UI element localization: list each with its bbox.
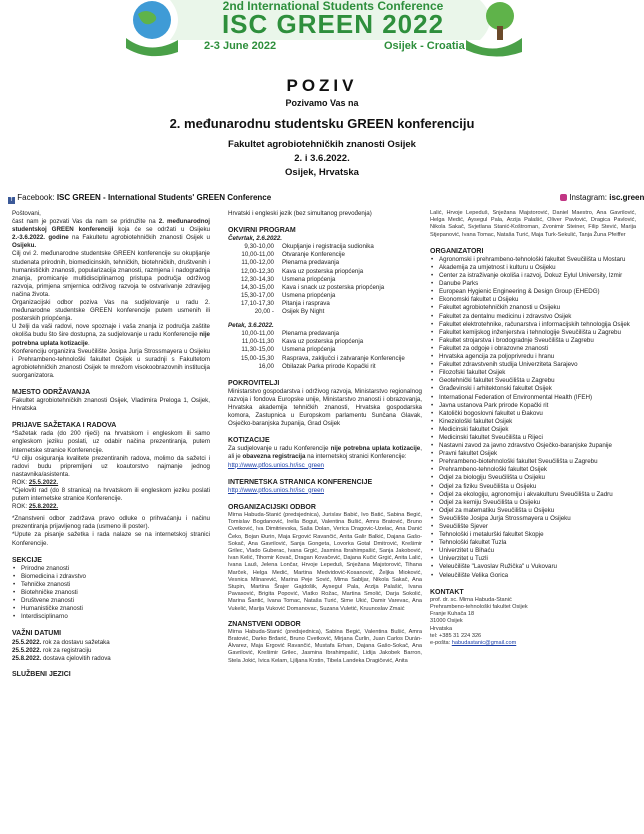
list-item: • Filozofski fakultet Osijek: [430, 369, 636, 377]
instagram-label: Instagram:: [569, 193, 608, 202]
table-row: 17,10-17,30 Pitanja i rasprava: [240, 299, 330, 307]
contact-line: prof. dr. sc. Mirna Habuda-Stanić: [430, 596, 512, 603]
contact-heading: KONTAKT: [430, 588, 464, 596]
list-item: • Prirodne znanosti: [12, 565, 210, 573]
list-item: • Javna ustanova Park prirode Kopački rit: [430, 402, 636, 410]
list-item: • Tehničke znanosti: [12, 581, 210, 589]
banner-place: Osijek - Croatia: [384, 40, 465, 52]
deadline-abstract: ROK: 25.5.2022.: [12, 478, 59, 486]
list-item: • Univerzitet u Bihaću: [430, 547, 636, 555]
intro-paragraph: čast nam je pozvati Vas da nam se pridružite na 2. međunarodnoj studentskoj GREEN konferenciji koja će se održati u Osijeku 2.-3.6.2022. godine na Fakultetu agrobiotehničkih znanosti Osijek u Osijeku.: [12, 218, 210, 250]
program-day2: Petak, 3.6.2022.: [228, 322, 274, 330]
list-item: • Danube Parks: [430, 280, 636, 288]
languages-text: Hrvatski i engleski jezik (bez simultanog prevođenja): [228, 210, 372, 217]
website-link[interactable]: http://www.ptfos.unios.hr/isc_green: [228, 486, 324, 494]
sections-list: [12, 565, 210, 622]
sponsors-heading: POKROVITELJI: [228, 379, 280, 387]
list-item: • Veleučilište "Lavoslav Ružička" u Vukovaru: [430, 563, 636, 571]
instagram-line[interactable]: [560, 193, 644, 202]
list-item: • Biomedicina i zdravstvo: [12, 573, 210, 581]
middle-column: [228, 210, 422, 665]
list-item: 25.8.2022. dostava cjelovitih radova: [12, 654, 111, 662]
list-item: • Prehrambeno-biotehnološki fakultet Sveučilišta u Zagrebu: [430, 458, 636, 466]
contact-line: tel: +385 31 224 326: [430, 632, 482, 639]
list-item: • Odjel za kemiju Sveučilišta u Osijeku: [430, 499, 636, 507]
application-quality: *U cilju osiguranja kvalitete prezentiranih radova, molimo da sažetci i radovi budu pripremljeni uz koautorstvo najmanje jednog nastavnika/asistenta.: [12, 454, 210, 478]
banner-date: 2-3 June 2022: [204, 40, 277, 52]
right-column: [430, 210, 636, 647]
table-row: 12,30-14,30 Usmena priopćenja: [240, 275, 336, 283]
list-item: • Prehrambeno-tehnološki fakultet Osijek: [430, 466, 636, 474]
contact-line: 31000 Osijek: [430, 618, 463, 625]
organizing-committee-heading: ORGANIZACIJSKI ODBOR: [228, 503, 316, 511]
table-row: 16,00 Obilazak Parka prirode Kopački rit: [258, 362, 376, 370]
scientific-committee-continued: Lalić, Hrvoje Lepeduš, Snježana Majstorović, Daniel Maestro, Ana Gavrilović, Helga Medić, Aysegul Pala, Arzija Palašić, Oliver Pavlović, Dragica Pavlović, Nikola Sakač, Svjetlana Stanić-Koštroman, Zvonimir Steiner, Filip Stević, Marija Stjepanović, Ivana Tomac, Nataša Turić, Maja Turk-Sekulić, Tanja Žuna Pfeiffer: [430, 210, 636, 238]
list-item: • International Federation of Environmental Health (IFEH): [430, 394, 636, 402]
welcome-paragraph: U želji da vaši radovi, nove spoznaje i vaša znanja iz područja zaštite okoliša budu što šire dostupna, za sudjelovanje u radu Konferencije nije potrebna uplata kotizacije.: [12, 323, 210, 347]
sections-heading: SEKCIJE: [12, 556, 42, 564]
greeting: Poštovani,: [12, 210, 41, 217]
organizing-committee-text: Mirna Habuda-Stanić (predsjednica), Jurislav Babić, Ivo Batić, Sabina Begić, Tomislav Bogdanović, Irella Bogut, Valentina Bušić, Amra Bratović, Bruno Cvetković, Iva Dimitrievska, Saša Dolan, Verica Dragovic-Uzelac, Ana Danić Čeko, Bojan Đurin, Maja Ergović Ravančić, Anita Galir Balkić, Dajana Gašo-Sokač, Ana Gavrilović, Sanja Gongeta, Lovorka Gotal Dmitrović, Krešimir Grilec, Vlado Guberac, Ivana Grgić, Jasmina Ibrahimpašić, Sanja Jakobović, Ivan Kelić, Tihomir Kovač, Dragan Kovačević, Dajana Kučić Grgić, Anita Lalić, Ivana Lauš, Jelena Lončar, Hrvoje Lepeduš, Snježana Majstorović, Tihana Marček, Helga Medić, Martina Medvidović-Kosanović, Željka Mioković, Vesnica Mlinarević, Marina Peje Sović, Mima Sabljar, Nikola Sakač, Ana Stupin, Martina Šrajer Gajdošik, Aysegul Pala, Arzija Palašić, Ivana Pavasović, Brigita Popović, Vlatko Rožac, Martina Smolić, Darja Sokolić, Marina Šantić, Ivana Tomac, Nataša Turić, Sime Ukić, Damir Varevac, Ana Vukelić, Marija Vuković Domanovac, Suzana Vuletić, Kruunoslav Zmaić: [228, 511, 422, 612]
website-heading: INTERNETSKA STRANICA KONFERENCIJE: [228, 478, 373, 486]
list-item: • Odjel za ekologiju, agronomiju i akvakulturu Sveučilišta u Zadru: [430, 491, 636, 499]
fees-text: Za sudjelovanje u radu Konferencije nije potrebna uplata kotizacije, ali je obavezna registracija na internetskoj stranici Konferencije:: [228, 445, 422, 461]
organizers-heading: ORGANIZATORI: [430, 247, 484, 255]
page-title: POZIV: [286, 76, 358, 95]
list-item: • Nastavni zavod za javno zdravstvo Osječko-baranjske županije: [430, 442, 636, 450]
hands-right-icon: [466, 38, 522, 57]
program-heading: OKVIRNI PROGRAM: [228, 227, 296, 235]
facebook-line[interactable]: [8, 193, 271, 204]
list-item: • Medicinski fakultet Osijek: [430, 426, 636, 434]
list-item: • Tehnološki fakultet Tuzla: [430, 539, 636, 547]
list-item: • Akademija za umjetnost i kulturu u Osijeku: [430, 264, 636, 272]
table-row: 11,00-11,30 Kava uz posterska priopćenja: [241, 338, 364, 346]
subtitle: Pozivamo Vas na: [285, 98, 359, 108]
conference-name: 2. međunarodnu studentsku GREEN konferenciju: [169, 116, 475, 131]
list-item: • Kineziološki fakultet Osijek: [430, 418, 636, 426]
application-committee: *Znanstveni odbor zadržava pravo odluke o prihvaćanju i načinu prezentiranja prijavljenog rada (usmeno ili poster).: [12, 515, 210, 531]
contact-line: Prehrambeno-tehnološki fakultet Osijek: [430, 603, 528, 610]
list-item: • Odjel za matematiku Sveučilišta u Osijeku: [430, 507, 636, 515]
facebook-name: ISC GREEN - International Students' GREEN Conference: [56, 193, 272, 202]
program-day2-list: [228, 330, 422, 370]
list-item: • Fakultet strojarstva i brodogradnje Sveučilišta u Zagrebu: [430, 337, 636, 345]
list-item: • Humanističke znanosti: [12, 605, 210, 613]
facebook-icon: f: [8, 197, 15, 204]
facebook-label: Facebook:: [17, 193, 55, 202]
conference-banner: [120, 0, 524, 62]
goal-paragraph: Cilj ovi 2. međunarodne studentske GREEN konferencije su okupljanje studenata prirodnih, biomedicinskih, tehničkih, biotehničkih, društvenih i humanističkih znanosti, popularizacija znanosti, razmjena i nadogradnja znanja, promicanje multidisciplinarnog pristupa područja održivog razvoja, primjena smjernica održivog razvoja te ostvarivanje zdravijeg načina života.: [12, 250, 210, 298]
list-item: • Fakultet za odgoje i obrazovne znanosti: [430, 345, 636, 353]
table-row: 11,00-12,00 Plenarna predavanja: [241, 259, 340, 267]
contact-line: Franje Kuhača 18: [430, 611, 475, 618]
applications-heading: PRIJAVE SAŽETAKA I RADOVA: [12, 422, 117, 430]
table-row: 9,30-10,00 Okupljanje i registracija sudionika: [244, 243, 374, 251]
list-item: • Veleučilište Velika Gorica: [430, 572, 636, 580]
list-item: • Fakultet za dentalnu medicinu i zdravstvo Osijek: [430, 313, 636, 321]
list-item: 25.5.2022. rok za dostavu sažetaka: [12, 638, 110, 646]
list-item: • Biotehničke znanosti: [12, 589, 210, 597]
list-item: • Fakultet elektrotehnike, računarstva i informacijskih tehnologija Osijek: [430, 321, 636, 329]
list-item: • Odjel za biologiju Sveučilišta u Osijeku: [430, 474, 636, 482]
table-row: 11,30-15,00 Usmena priopćenja: [241, 346, 336, 354]
list-item: • Geotehnički fakultet Sveučilišta u Zagrebu: [430, 377, 636, 385]
banner-line1: 2nd International Students Conference: [222, 0, 444, 13]
application-instructions: *Upute za pisanje sažetka i rada nalaze se na internetskoj stranici Konferencije.: [12, 531, 210, 547]
instagram-name: isc.green: [609, 193, 644, 202]
list-item: • Ekonomski fakultet u Osijeku: [430, 296, 636, 304]
list-item: • Fakultet zdravstvenih studija Univerziteta Sarajevo: [430, 361, 636, 369]
hands-left-icon: [126, 38, 178, 56]
dates-heading: VAŽNI DATUMI: [12, 630, 62, 638]
table-row: 10,00-11,00 Otvaranje Konferencije: [241, 251, 345, 259]
left-column: [12, 210, 210, 679]
venue-heading: MJESTO ODRŽAVANJA: [12, 388, 91, 396]
list-item: • Katolički bogoslovni fakultet u Đakovu: [430, 410, 636, 418]
list-item: • Društvene znanosti: [12, 597, 210, 605]
list-item: • Hrvatska agencija za poljoprivredu i hranu: [430, 353, 636, 361]
application-abstract: *Sažetak rada (do 200 riječi) na hrvatskom i engleskom ili samo engleskom jeziku poslati, uz odabir načina prezentiranja, putem internetske stranice Konferencije.: [12, 430, 210, 454]
list-item: • Fakultet kemijskog inženjerstva i tehnologije Sveučilišta u Zagrebu: [430, 329, 636, 337]
list-item: • Interdisciplinarno: [12, 613, 210, 621]
languages-heading: SLUŽBENI JEZICI: [12, 670, 71, 678]
list-item: • Građevinski i arhitektonski fakultet Osijek: [430, 385, 636, 393]
deadline-fullpaper: ROK: 25.8.2022.: [12, 503, 59, 511]
contact-line: Hrvatska: [430, 625, 453, 632]
program-day1: Četvrtak, 2.6.2022.: [228, 235, 283, 243]
fees-heading: KOTIZACIJE: [228, 437, 270, 445]
list-item: • Agronomski i prehrambeno-tehnološki fakultet Sveučilišta u Mostaru: [430, 256, 636, 264]
venue-text: Fakultet agrobiotehničkih znanosti Osijek, Vladimira Preloga 1, Osijek, Hrvatska: [12, 397, 210, 413]
program-day1-list: [228, 243, 422, 316]
invite-paragraph: Organizacijski odbor poziva Vas na sudjelovanje u radu 2. međunarodne studentske GREEN konferencije putem usmenih ili posterskih priopćenja.: [12, 299, 210, 323]
sponsors-text: Ministarstvo gospodarstva i održivog razvoja, Ministarstvo regionalnog razvoja i fondova Europske unije, Ministarstvo znanosti i obrazovanja, Hrvatska akademija tehničkih znanosti, Hrvatska gospodarska komora, Zastupnica u Europskom parlamentu Sunčana Glavak, Osječko-baranjska županija, Grad Osijek: [228, 387, 422, 428]
table-row: 20,00 - Osijek By Night: [254, 308, 325, 316]
list-item: • Univerzitet u Tuzli: [430, 555, 636, 563]
list-item: • Odjel za fiziku Sveučilišta u Osijeku: [430, 483, 636, 491]
list-item: • Tehnološki i metalurški fakultet Skopje: [430, 531, 636, 539]
table-row: 15,30-17,00 Usmena priopćenja: [240, 291, 336, 299]
organizer-paragraph: Konferenciju organizira Sveučilište Josipa Jurja Strossmayera u Osijeku i Prehrambeno-tehnološki fakultet Osijek u suradnji s Fakultetom agrobiotehničkih znanosti Osijek te mrežom visokoobrazovnih institucija suorganizatora.: [12, 347, 210, 379]
table-row: 14,30-15,00 Kava i snack uz posterska priopćenja: [240, 283, 385, 291]
contact-email-line: e-pošta: habudastanic@gmail.com: [430, 639, 517, 646]
list-item: • Sveučilište Josipa Jurja Strossmayera u Osijeku: [430, 515, 636, 523]
conference-dates: 2. i 3.6.2022.: [294, 153, 350, 164]
table-row: 12,00-12,30 Kava uz posterska priopćenja: [240, 267, 364, 275]
organizers-list: [430, 256, 636, 580]
list-item: • Fakultet agrobiotehničkih znanosti u Osijeku: [430, 304, 636, 312]
list-item: • Medicinski fakultet Sveučilišta u Rijeci: [430, 434, 636, 442]
table-row: 10,00-11,00 Plenarna predavanja: [241, 330, 340, 338]
tree-icon: [486, 2, 514, 30]
list-item: • Center za istraživanje okoliša i razvoj, Dokuz Eylul University, Izmir: [430, 272, 636, 280]
conference-city: Osijek, Hrvatska: [285, 167, 359, 178]
scientific-committee-text: Mirna Habuda-Stanić (predsjednica), Sabina Begić, Valentina Bušić, Amra Bratović, Darko Brđarić, Bruno Cvetković, Mirjana Čurlin, Juan Carlos Durán-Álvarez, Maja Ergović Ravančić, Mustafa Erhan, Dajana Gašo-Sokač, Ana Gavrilović, Krešimir Grilec, Jasmina Ibrahimpašić, Lidija Jakobek Barron, Stela Jokić, Ivica Kelam, Ljiljana Krstin, Tibela Landeka Dragičević, Anita: [228, 628, 422, 664]
contact-email-link[interactable]: habudastanic@gmail.com: [451, 639, 517, 646]
list-item: • European Hygienic Engineering & Design Group (EHEDG): [430, 288, 636, 296]
contact-block: [430, 597, 636, 647]
banner-title: ISC GREEN 2022: [221, 9, 445, 39]
instagram-icon: [560, 194, 567, 201]
faculty-name: Fakultet agrobiotehničkih znanosti Osijek: [228, 139, 416, 150]
list-item: • Pravni fakultet Osijek: [430, 450, 636, 458]
scientific-committee-heading: ZNANSTVENI ODBOR: [228, 620, 301, 628]
application-fullpaper: *Cjeloviti rad (do 8 stranica) na hrvatskom ili engleskom jeziku poslati putem internetske stranice Konferencije.: [12, 487, 210, 503]
list-item: 25.5.2022. rok za registraciju: [12, 646, 92, 654]
fees-link[interactable]: http://www.ptfos.unios.hr/isc_green: [228, 461, 324, 469]
list-item: • Sveučilište Sjever: [430, 523, 636, 531]
table-row: 15,00-15,30 Rasprava, zaključci i zatvaranje Konferencije: [240, 354, 405, 362]
